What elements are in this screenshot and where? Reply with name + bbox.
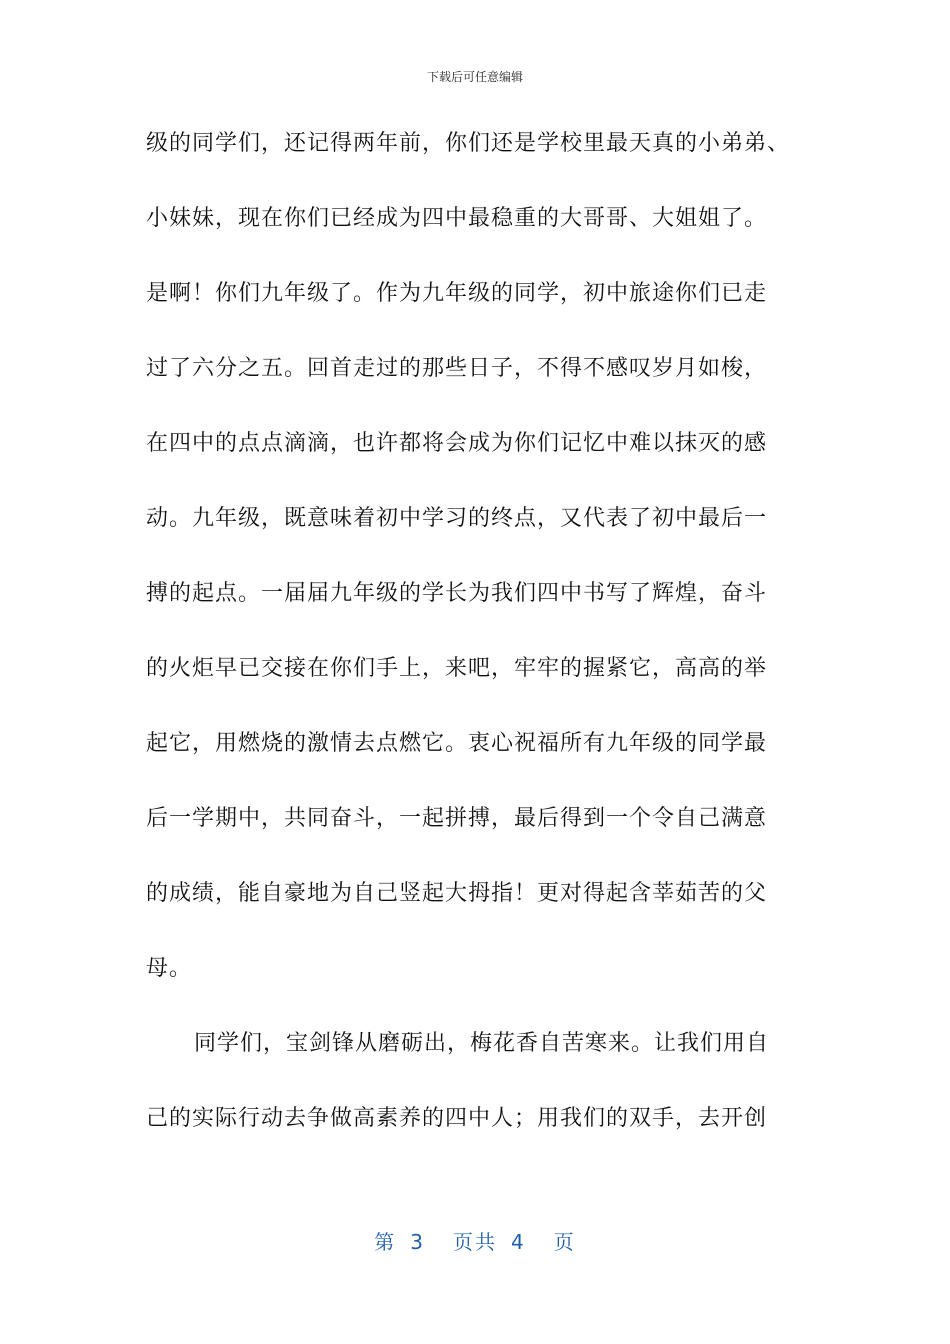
text-line: 己的实际行动去争做高素养的四中人；用我们的双手，去开创 (146, 1106, 768, 1131)
current-page-number: 3 (410, 1230, 425, 1254)
text-line: 的火炬早已交接在你们手上，来吧，牢牢的握紧它，高高的举 (146, 656, 768, 681)
text-line: 起它，用燃烧的激情去点燃它。衷心祝福所有九年级的同学最 (146, 731, 768, 756)
footer-prefix: 第 (374, 1230, 397, 1254)
document-body (146, 122, 806, 1172)
text-line: 过了六分之五。回首走过的那些日子，不得不感叹岁月如梭， (146, 356, 768, 381)
page-number-footer (0, 1226, 950, 1255)
footer-middle: 页共 (453, 1230, 497, 1254)
paragraph-first-line: 同学们，宝剑锋从磨砺出，梅花香自苦寒来。让我们用自 (194, 1031, 770, 1056)
total-page-number: 4 (511, 1230, 526, 1254)
text-line: 动。九年级，既意味着初中学习的终点，又代表了初中最后一 (146, 506, 768, 531)
text-line: 在四中的点点滴滴，也许都将会成为你们记忆中难以抹灭的感 (146, 431, 768, 456)
text-line: 的成绩，能自豪地为自己竖起大拇指！更对得起含莘茹苦的父 (146, 881, 768, 906)
text-line: 级的同学们，还记得两年前，你们还是学校里最天真的小弟弟、 (146, 131, 791, 156)
text-line: 小妹妹，现在你们已经成为四中最稳重的大哥哥、大姐姐了。 (146, 206, 768, 231)
text-line: 后一学期中，共同奋斗，一起拼搏，最后得到一个令自己满意 (146, 806, 768, 831)
page-header-note: 下载后可任意编辑 (426, 70, 523, 84)
text-line: 是啊！你们九年级了。作为九年级的同学，初中旅途你们已走 (146, 281, 768, 306)
text-line: 母。 (146, 956, 193, 981)
text-line: 搏的起点。一届届九年级的学长为我们四中书写了辉煌，奋斗 (146, 581, 768, 606)
footer-suffix: 页 (553, 1230, 576, 1254)
